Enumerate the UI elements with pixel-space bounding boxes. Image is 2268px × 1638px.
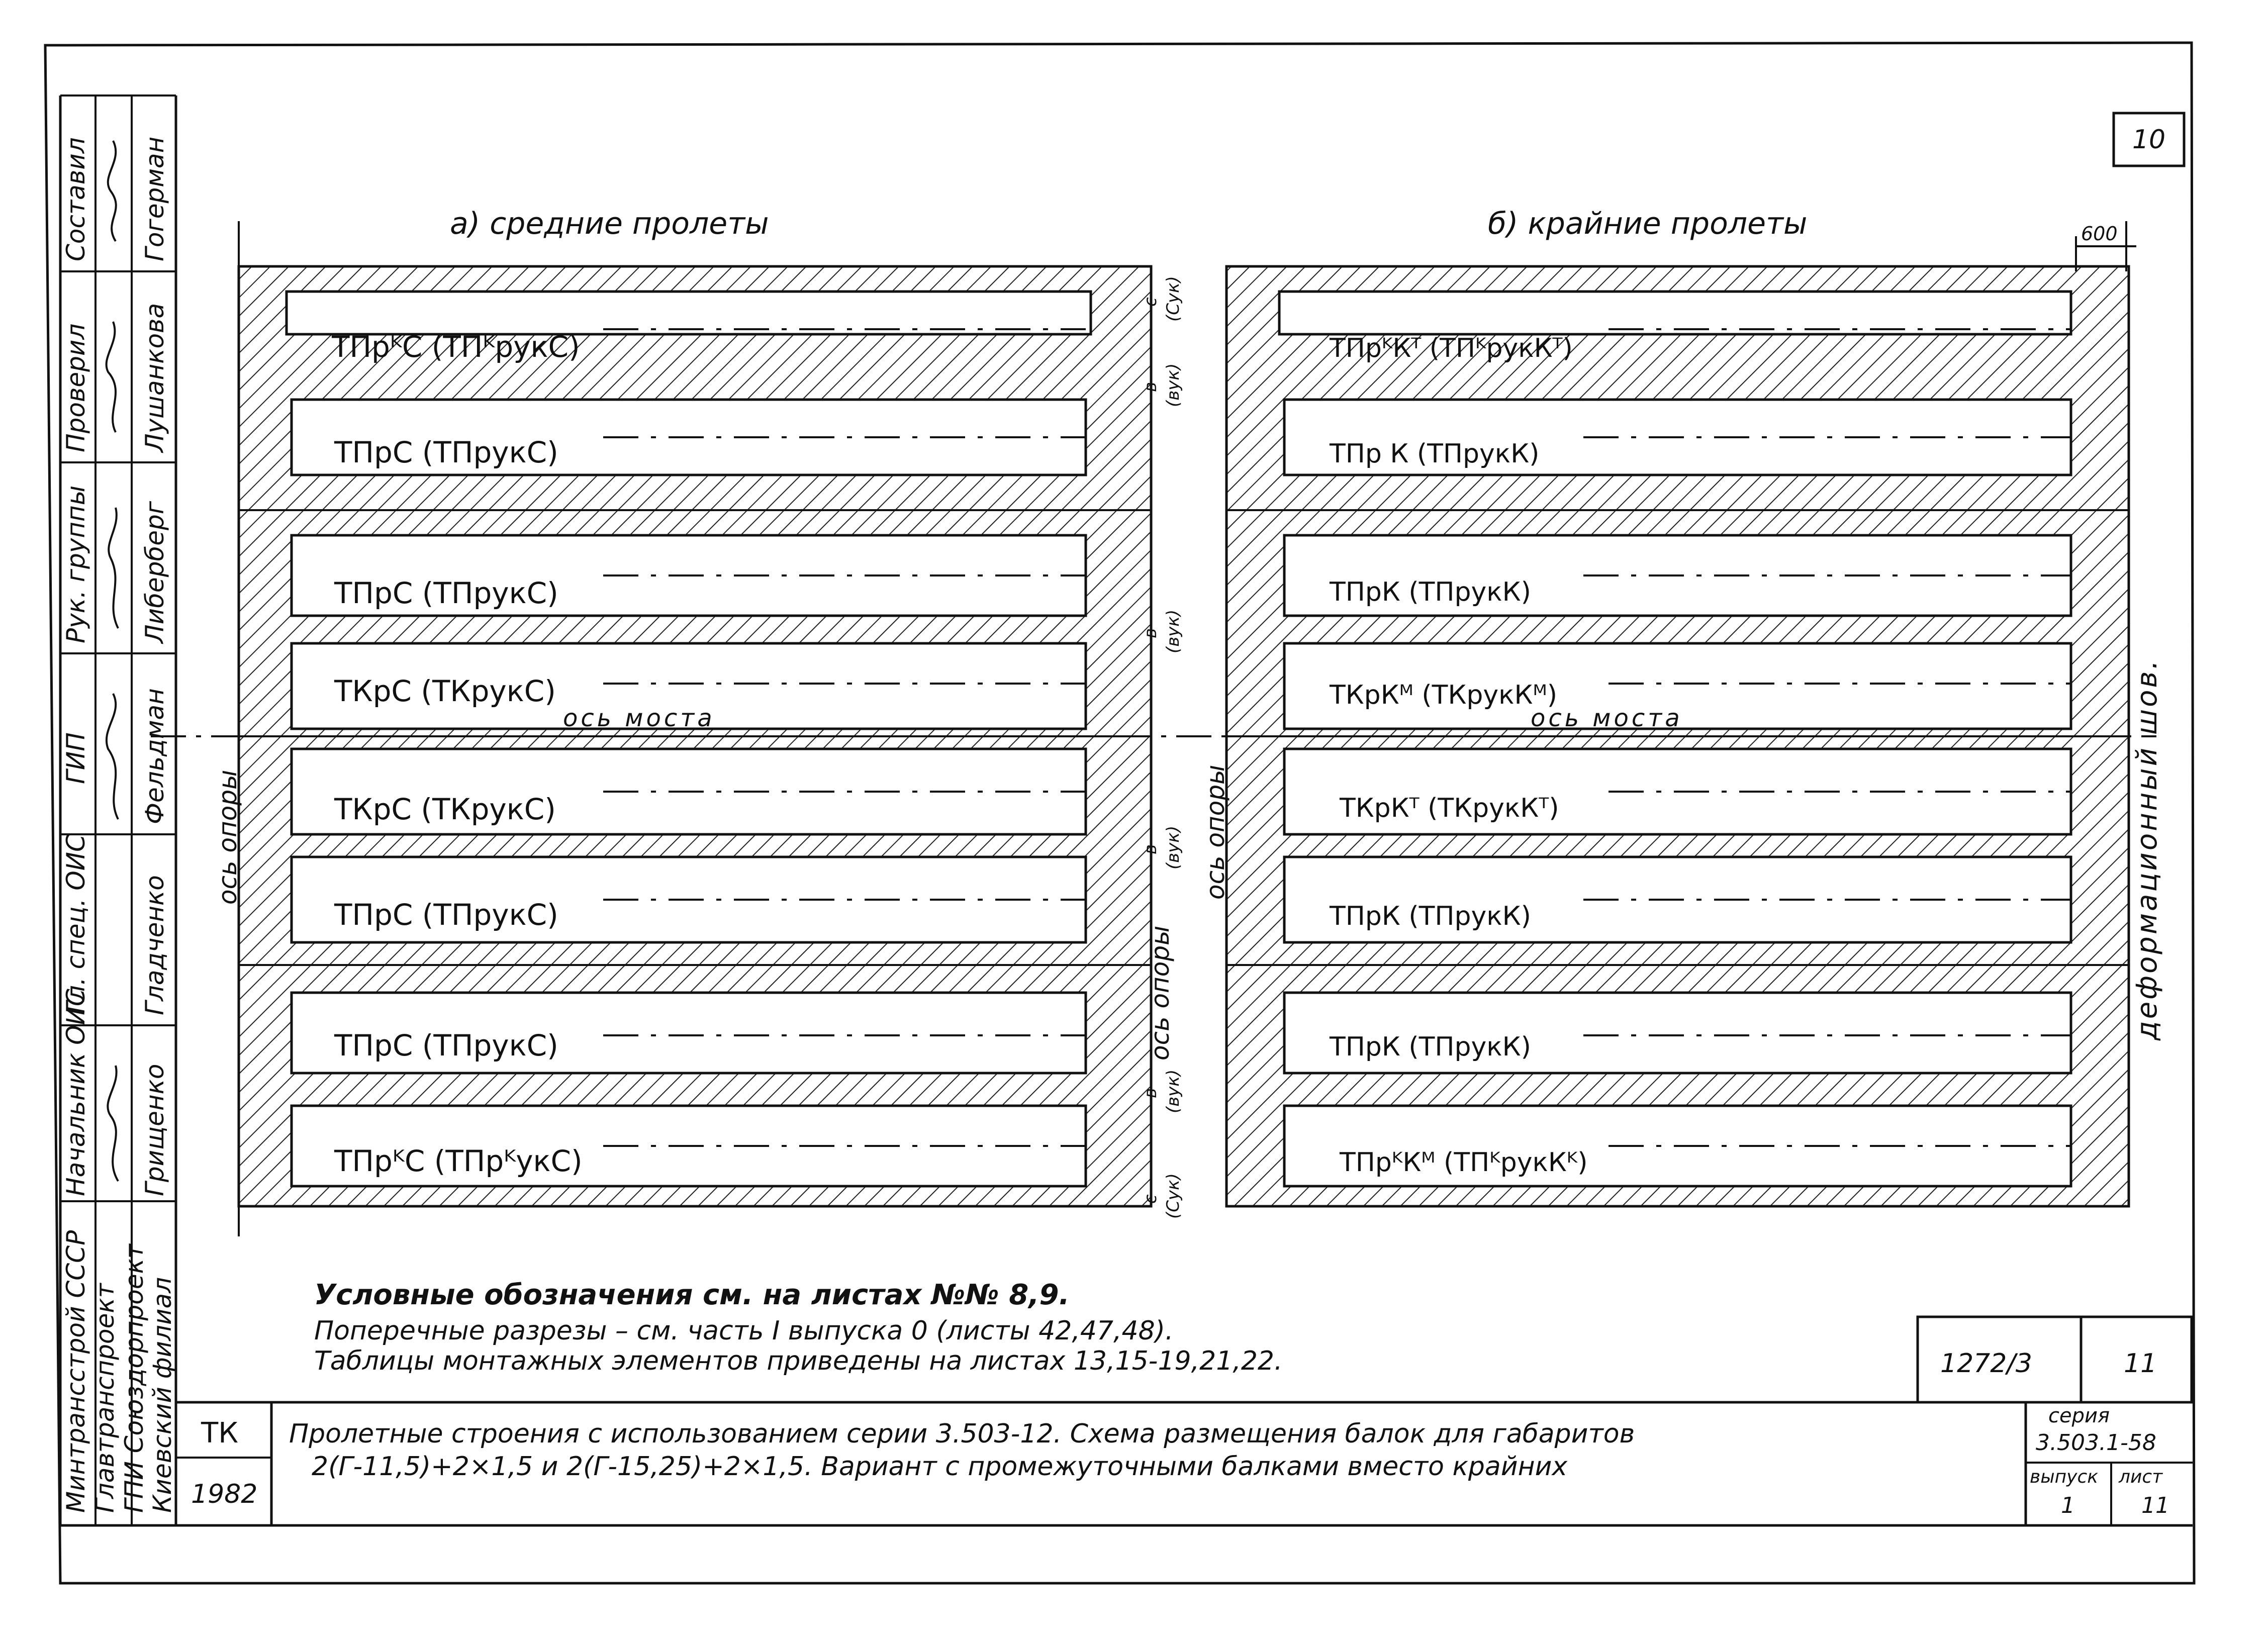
sheet-label: лист xyxy=(2119,1467,2163,1487)
stamp-name-4: Фельдман xyxy=(140,688,169,824)
bridge-axis-label-right: ось моста xyxy=(1531,704,1683,732)
left-beam-labels xyxy=(331,330,583,1178)
stamp-role-6: Начальник ОИС xyxy=(61,989,90,1196)
gap-b-4-alt: (вук) xyxy=(1163,1069,1183,1113)
stamp-name-3: Либерберг xyxy=(140,501,169,643)
left-beam-6: ТПрС (ТПрукС) xyxy=(334,898,558,932)
left-stamp xyxy=(60,95,177,1525)
stamp-role-1: Составил xyxy=(61,137,90,261)
right-beam-7: ТПрК (ТПрукК) xyxy=(1330,1032,1531,1062)
stamp-name-5: Гладченко xyxy=(140,875,169,1015)
org-line-4: Киевский филиал xyxy=(148,1277,177,1513)
gap-b-3: в xyxy=(1141,844,1161,854)
gap-b-1: в xyxy=(1141,381,1161,392)
year: 1982 xyxy=(191,1479,258,1509)
left-beam-4: ТКрС (ТКрукС) xyxy=(334,674,556,708)
doc-sheet-field: 11 xyxy=(2124,1348,2157,1379)
left-beam-1: ТПрᴷС (ТПᴷрукС) xyxy=(332,330,580,364)
support-axis-label-left: ось опоры xyxy=(213,769,242,905)
sheet-number-box xyxy=(2114,113,2184,166)
stamp-name-1: Гогерман xyxy=(140,136,169,261)
dimension-600-label: 600 xyxy=(2081,223,2118,245)
series-value: 3.503.1-58 xyxy=(2036,1430,2156,1456)
stamp-role-3: Рук. группы xyxy=(61,485,90,643)
left-beam-7: ТПрС (ТПрукС) xyxy=(334,1028,558,1063)
gap-b-3-alt: (вук) xyxy=(1163,825,1183,870)
note-1: Условные обозначения см. на листах №№ 8,9. xyxy=(314,1279,1070,1311)
right-beam-1: ТПрᴷКᵀ (ТПᴷрукКᵀ) xyxy=(1330,333,1573,363)
right-beam-labels xyxy=(1329,333,1588,1178)
stamp-name-2: Лушанкова xyxy=(140,303,169,452)
gap-c-top-alt: (Сук) xyxy=(1163,276,1183,322)
gap-b-2-alt: (вук) xyxy=(1163,609,1183,653)
left-beam-8: ТПрᴷС (ТПрᴷукС) xyxy=(334,1144,583,1178)
heading-middle-spans: а) средние пролеты xyxy=(450,206,769,241)
stamp-name-6: Грищенко xyxy=(140,1064,169,1196)
description-line-2: 2(Г-11,5)+2×1,5 и 2(Г-15,25)+2×1,5. Вариант с промежуточными балками вместо крайних xyxy=(312,1452,1568,1482)
stamp-role-4: ГИП xyxy=(61,732,90,784)
series-label: серия xyxy=(2048,1404,2110,1427)
left-beam-3: ТПрС (ТПрукС) xyxy=(334,576,558,610)
gap-b-2: в xyxy=(1141,628,1161,638)
support-axis-label-mid-right: ось опоры xyxy=(1201,764,1230,900)
gap-c-bottom: с xyxy=(1141,1194,1161,1204)
sheet-value: 11 xyxy=(2141,1493,2169,1518)
right-beam-2: ТПр К (ТПрукК) xyxy=(1330,439,1540,469)
gap-b-4: в xyxy=(1141,1088,1161,1098)
right-beam-8: ТПрᴷКᴹ (ТПᴷрукКᴷ) xyxy=(1340,1147,1588,1178)
expansion-joint-label: деформационный шов. xyxy=(2131,658,2163,1040)
org-line-1: Минтрансстрой СССР xyxy=(61,1230,90,1513)
gap-c-top: с xyxy=(1141,297,1161,307)
bridge-axis-label-left: ось моста xyxy=(563,704,715,732)
right-beam-5: ТКрКᵀ (ТКрукКᵀ) xyxy=(1340,793,1559,823)
description-line-1: Пролетные строения с использованием серии 3.503-12. Схема размещения балок для габаритов xyxy=(289,1419,1635,1449)
right-beam-4: ТКрКᴹ (ТКрукКᴹ) xyxy=(1330,680,1558,710)
issue-value: 1 xyxy=(2061,1493,2075,1518)
gap-c-bottom-alt: (Сук) xyxy=(1163,1173,1183,1219)
heading-end-spans: б) крайние пролеты xyxy=(1488,206,1808,241)
right-beam-3: ТПрК (ТПрукК) xyxy=(1330,577,1531,607)
doc-code: 1272/3 xyxy=(1940,1348,2032,1379)
issue-label: выпуск xyxy=(2030,1467,2099,1487)
gap-b-1-alt: (вук) xyxy=(1163,363,1183,407)
left-beam-2: ТПрС (ТПрукС) xyxy=(334,435,558,469)
right-beam-6: ТПрК (ТПрукК) xyxy=(1330,901,1531,931)
note-3: Таблицы монтажных элементов приведены на листах 13,15-19,21,22. xyxy=(314,1346,1283,1376)
org-line-3: ГПИ Союздорпроект xyxy=(120,1244,149,1513)
notes xyxy=(314,1279,1283,1376)
org-line-2: Главтранспроект xyxy=(90,1283,120,1513)
org-code: ТК xyxy=(201,1417,238,1450)
stamp-role-2: Проверил xyxy=(61,323,90,452)
sheet-number: 10 xyxy=(2132,125,2166,155)
note-2: Поперечные разрезы – см. часть I выпуска 0 (листы 42,47,48). xyxy=(314,1316,1174,1346)
dimension-600 xyxy=(2076,221,2136,271)
left-beam-5: ТКрС (ТКрукС) xyxy=(334,792,556,826)
support-axis-label-mid-left: ось опоры xyxy=(1146,925,1175,1061)
stamp-role-5: Гл. спец. ОИС xyxy=(61,834,90,1015)
